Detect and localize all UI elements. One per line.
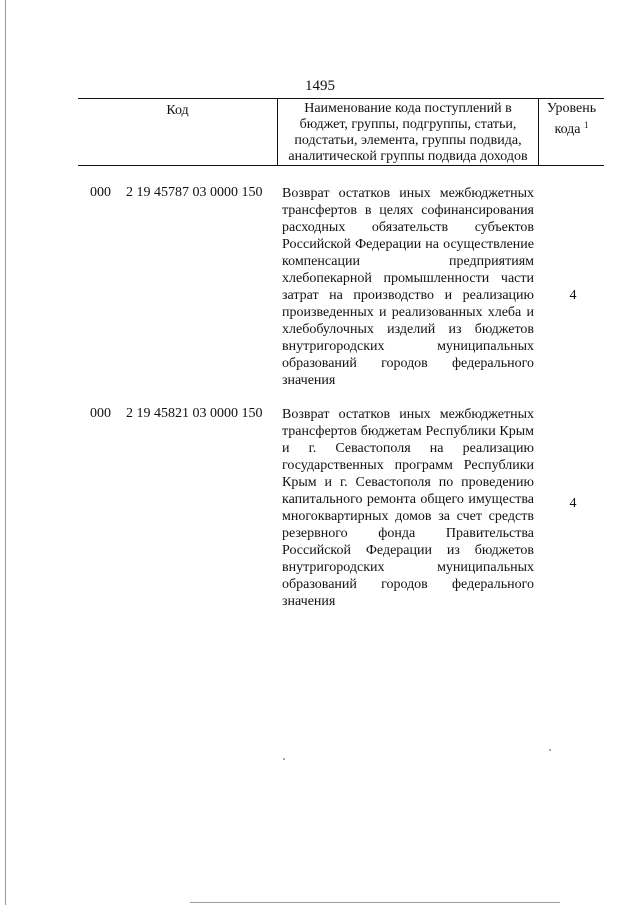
footnote-marker: 1: [584, 120, 589, 130]
header-name-line: Наименование кода поступлений в: [304, 101, 512, 116]
header-name-line: аналитической группы подвида доходов: [288, 149, 528, 164]
header-name-line: подстатьи, элемента, группы подвида,: [294, 133, 522, 148]
scan-bottom-edge: [190, 902, 560, 903]
header-level-code: кода: [554, 122, 581, 137]
code-level: 4: [569, 496, 577, 511]
admin-code: 000: [90, 406, 111, 421]
header-level-line1: Уровень: [546, 101, 597, 116]
revenue-description: Возврат остатков иных межбюджетных трансфертов бюджетам Республики Крым и г. Севастополя на реализацию государственных программ Республики Крым и г. Севастополя по проведению капитального ремонта общего имущества многоквартирных домов за счет средств резервного фонда Правительства Российской Федерации из бюджетов внутригородских муниципальных образований городов федерального значения: [282, 407, 534, 609]
header-level-line2: [539, 117, 604, 138]
header-name-line: бюджет, группы, подгруппы, статьи,: [299, 117, 517, 132]
table-header: [78, 98, 604, 166]
page-number: 1495: [305, 78, 335, 94]
revenue-description: Возврат остатков иных межбюджетных трансфертов в целях софинансирования расходных обязательств субъектов Российской Федерации на осуществление компенсации предприятиям хлебопекарной промышленности части затрат на производство и реализацию произведенных и реализованных хлеба и хлебобулочных изделий из бюджетов внутригородских муниципальных образований городов федерального значения: [282, 186, 534, 388]
header-level: [538, 99, 604, 165]
header-code: Код: [166, 103, 189, 118]
header-name: [277, 99, 538, 165]
admin-code: 000: [90, 185, 111, 200]
scan-speck: [549, 749, 551, 751]
code-level: 4: [569, 288, 577, 303]
scan-speck: [283, 758, 285, 760]
revenue-code: 2 19 45787 03 0000 150: [126, 185, 263, 200]
revenue-code: 2 19 45821 03 0000 150: [126, 406, 263, 421]
scan-left-edge: [5, 0, 6, 905]
